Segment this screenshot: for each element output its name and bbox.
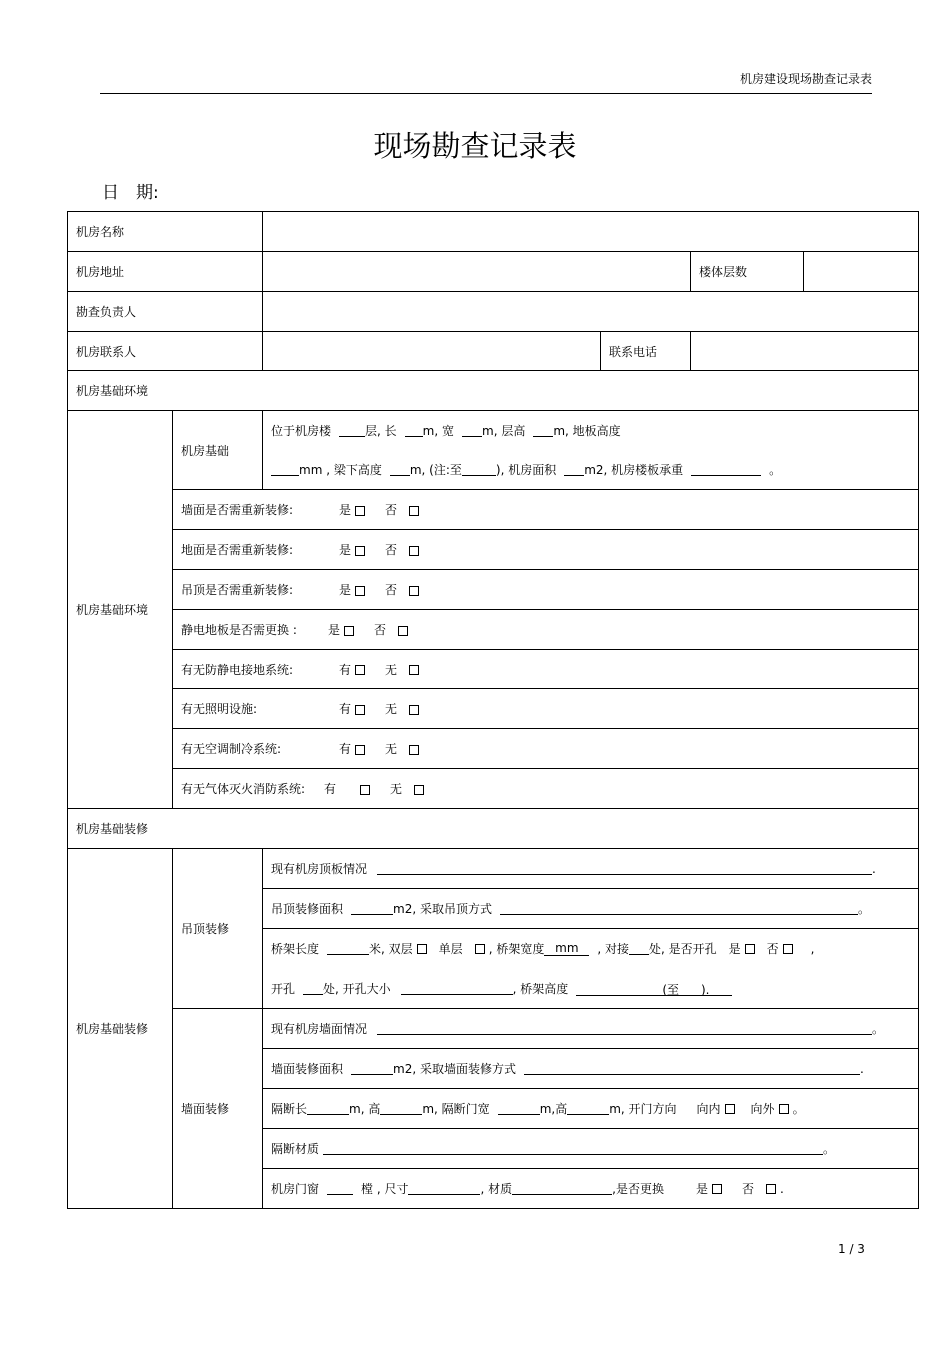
wall-yes-checkbox[interactable]: [355, 506, 365, 516]
opt-no: 否: [374, 623, 387, 637]
row-grounding: [68, 650, 919, 689]
opt-have: 有: [324, 782, 337, 796]
w5-text-0: 机房门窗: [271, 1182, 320, 1196]
label-phone: 联系电话: [601, 332, 691, 371]
opt-yes: 是: [339, 503, 352, 517]
partition-height-blank[interactable]: [380, 1102, 422, 1115]
door-height-blank[interactable]: [567, 1102, 609, 1115]
w3-text-2: m, 隔断门宽: [422, 1102, 490, 1116]
opt-yes: 是: [328, 623, 341, 637]
wall-current-blank[interactable]: [377, 1022, 872, 1035]
field-phone[interactable]: [691, 332, 919, 371]
c4-text-0: 开孔: [271, 981, 296, 996]
deco-group-label: 机房基础装修: [68, 849, 173, 1209]
row-ceiling-renovate: [68, 570, 919, 610]
door-size-blank[interactable]: [408, 1182, 480, 1195]
hole-size-blank[interactable]: [401, 982, 513, 995]
row-ceiling-current: [68, 849, 919, 889]
double-layer-checkbox[interactable]: [417, 944, 427, 954]
floor-yes-checkbox[interactable]: [355, 546, 365, 556]
q-fire: 有无气体灭火消防系统:: [181, 782, 306, 796]
note-blank[interactable]: [462, 463, 496, 476]
row-survey-leader: [68, 292, 919, 332]
c3-text-2: 单层: [438, 942, 463, 956]
w3-inward: 向内: [696, 1102, 721, 1116]
wall-method-blank[interactable]: [524, 1062, 860, 1075]
c3-text-3: , 桥架宽度: [488, 942, 545, 956]
tray-width-blank[interactable]: [544, 941, 589, 956]
row-wall-renovate: [68, 490, 919, 530]
row-room-address: [68, 252, 919, 292]
hole-count-blank[interactable]: [303, 982, 323, 995]
f2-text-0: mm , 梁下高度: [299, 462, 382, 477]
w5-end: .: [779, 1181, 784, 1196]
load-blank[interactable]: [691, 463, 761, 476]
height-blank[interactable]: [533, 424, 553, 437]
ground-have-checkbox[interactable]: [355, 665, 365, 675]
opt-yes: 是: [339, 583, 352, 597]
width-blank[interactable]: [462, 424, 482, 437]
door-material-blank[interactable]: [512, 1182, 612, 1195]
opt-no: 否: [385, 503, 398, 517]
hole-yes-checkbox[interactable]: [745, 944, 755, 954]
opt-yes: 是: [339, 543, 352, 557]
row-deco-section: [68, 809, 919, 849]
row-room-name: [68, 212, 919, 252]
opt-none: 无: [385, 742, 398, 756]
floor-height-blank[interactable]: [271, 463, 299, 476]
row-floor-renovate: [68, 530, 919, 570]
running-header: 机房建设现场勘查记录表: [100, 70, 872, 94]
field-floors[interactable]: [804, 252, 919, 292]
label-survey-leader: 勘查负责人: [68, 292, 263, 332]
c1-end: .: [872, 861, 876, 876]
opt-no: 否: [385, 543, 398, 557]
f1-text-0: 位于机房楼: [271, 423, 332, 438]
ceiling-area-blank[interactable]: [351, 902, 393, 915]
q-floor: 地面是否需重新装修:: [181, 543, 294, 557]
beam-height-blank[interactable]: [390, 463, 410, 476]
c2-text-2: 。: [858, 902, 871, 916]
c2-text-1: m2, 采取吊顶方式: [393, 902, 492, 916]
label-room-name: 机房名称: [68, 212, 263, 252]
opt-none: 无: [385, 702, 398, 716]
row-ac: [68, 729, 919, 769]
fire-none-checkbox[interactable]: [414, 785, 424, 795]
w3-text-3: m,高: [539, 1102, 568, 1116]
foundation-details: [263, 411, 919, 490]
row-foundation: [68, 411, 919, 490]
c3-no: 否: [766, 942, 779, 956]
floor-blank[interactable]: [339, 424, 365, 437]
page-title: 现场勘查记录表: [373, 129, 577, 163]
w5-yes: 是: [695, 1182, 708, 1196]
replace-no-checkbox[interactable]: [766, 1184, 776, 1194]
door-count-blank[interactable]: [327, 1182, 353, 1195]
tray-height-blank[interactable]: [576, 981, 732, 996]
outward-checkbox[interactable]: [779, 1104, 789, 1114]
ceiling-method-blank[interactable]: [500, 902, 858, 915]
f1-text-3: m, 层高: [482, 423, 526, 438]
page-number: 1 / 3: [838, 1242, 865, 1256]
static-yes-checkbox[interactable]: [344, 626, 354, 636]
c3-text-0: 桥架长度: [271, 942, 320, 956]
c3-comma: ,: [810, 941, 815, 956]
label-room-address: 机房地址: [68, 252, 263, 292]
opt-have: 有: [339, 742, 352, 756]
field-room-name[interactable]: [263, 212, 919, 252]
c3-text-5: , 对接: [597, 942, 629, 956]
label-room-contact: 机房联系人: [68, 332, 263, 371]
floor-no-checkbox[interactable]: [409, 546, 419, 556]
w3-text-1: m, 高: [349, 1102, 381, 1116]
w5-no: 否: [741, 1182, 754, 1196]
c4-text-2: , 桥架高度: [512, 981, 569, 996]
w3-text-4: m, 开门方向: [609, 1102, 677, 1116]
w4-text-1: 。: [823, 1142, 836, 1156]
q-light: 有无照明设施:: [181, 702, 258, 716]
f2-text-2: ), 机房面积: [495, 462, 557, 477]
ac-have-checkbox[interactable]: [355, 745, 365, 755]
w3-end: 。: [792, 1102, 805, 1116]
light-have-checkbox[interactable]: [355, 705, 365, 715]
w5-text-2: , 材质: [480, 1182, 513, 1196]
ceiling-deco-label: 吊顶装修: [173, 849, 263, 1009]
q-ceiling: 吊顶是否需重新装修:: [181, 583, 294, 597]
field-room-address[interactable]: [263, 252, 691, 292]
q-wall: 墙面是否需重新装修:: [181, 503, 294, 517]
opt-have: 有: [339, 702, 352, 716]
field-survey-leader[interactable]: [263, 292, 919, 332]
length-blank[interactable]: [405, 424, 423, 437]
row-lighting: [68, 689, 919, 729]
opt-have: 有: [339, 662, 352, 677]
opt-none: 无: [385, 662, 398, 677]
f1-text-4: m, 地板高度: [553, 423, 621, 438]
ceiling-current-blank[interactable]: [377, 862, 872, 875]
w3-outward: 向外: [750, 1102, 775, 1116]
survey-table: [67, 211, 919, 1209]
foundation-label: 机房基础: [173, 411, 263, 490]
c4-text-4: ).: [701, 982, 710, 997]
w2-text-0: 墙面装修面积: [271, 1062, 344, 1076]
c3-text-1: 米, 双层: [369, 942, 413, 956]
light-none-checkbox[interactable]: [409, 705, 419, 715]
field-room-contact[interactable]: [263, 332, 601, 371]
q-ground: 有无防静电接地系统:: [181, 662, 294, 677]
row-wall-current: [68, 1009, 919, 1049]
fire-have-checkbox[interactable]: [360, 785, 370, 795]
w1-label: 现有机房墙面情况: [271, 1022, 368, 1036]
opt-none: 无: [390, 782, 403, 796]
w5-text-3: ,是否更换: [612, 1182, 664, 1196]
label-floors: 楼体层数: [691, 252, 804, 292]
static-no-checkbox[interactable]: [398, 626, 408, 636]
w2-text-1: m2, 采取墙面装修方式: [393, 1062, 516, 1076]
f2-text-1: m, (注:至: [409, 462, 462, 477]
q-static: 静电地板是否需更换 :: [181, 623, 297, 637]
f2-text-3: m2, 机房楼板承重: [584, 462, 684, 477]
c3-unit-mm: mm: [555, 941, 579, 955]
row-env-section: [68, 371, 919, 411]
row-fire: [68, 769, 919, 809]
partition-length-blank[interactable]: [307, 1102, 349, 1115]
date-label: 日 期:: [102, 183, 159, 203]
w5-text-1: 樘 , 尺寸: [361, 1182, 409, 1196]
wall-area-blank[interactable]: [351, 1062, 393, 1075]
row-static-floor: [68, 610, 919, 650]
w2-text-2: .: [860, 1061, 864, 1076]
replace-yes-checkbox[interactable]: [712, 1184, 722, 1194]
c1-label: 现有机房顶板情况: [271, 862, 368, 876]
hole-no-checkbox[interactable]: [783, 944, 793, 954]
c4-text-3: (至: [662, 982, 679, 997]
c2-text-0: 吊顶装修面积: [271, 902, 344, 916]
row-contact: [68, 332, 919, 371]
c3-text-6: 处, 是否开孔: [648, 942, 717, 956]
f1-text-1: 层, 长: [365, 423, 397, 438]
ceiling-no-checkbox[interactable]: [409, 586, 419, 596]
c3-yes: 是: [728, 942, 741, 956]
ceiling-yes-checkbox[interactable]: [355, 586, 365, 596]
ac-none-checkbox[interactable]: [409, 745, 419, 755]
env-section-heading: 机房基础环境: [68, 371, 919, 411]
door-width-blank[interactable]: [498, 1102, 540, 1115]
wall-deco-label: 墙面装修: [173, 1009, 263, 1209]
opt-no: 否: [385, 583, 398, 597]
c4-text-1: 处, 开孔大小: [323, 981, 391, 996]
area-blank[interactable]: [564, 463, 584, 476]
deco-section-heading: 机房基础装修: [68, 809, 919, 849]
single-layer-checkbox[interactable]: [475, 944, 485, 954]
env-group-label: 机房基础环境: [68, 411, 173, 809]
w4-text-0: 隔断材质: [271, 1142, 320, 1156]
partition-material-blank[interactable]: [323, 1142, 823, 1155]
f1-text-2: m, 宽: [422, 423, 454, 438]
joint-blank[interactable]: [629, 942, 649, 955]
w3-text-0: 隔断长: [271, 1102, 308, 1116]
ground-none-checkbox[interactable]: [409, 665, 419, 675]
wall-no-checkbox[interactable]: [409, 506, 419, 516]
tray-length-blank[interactable]: [327, 942, 369, 955]
w1-end: 。: [872, 1022, 885, 1036]
q-ac: 有无空调制冷系统:: [181, 742, 282, 756]
f2-text-4: 。: [769, 462, 782, 477]
inward-checkbox[interactable]: [725, 1104, 735, 1114]
